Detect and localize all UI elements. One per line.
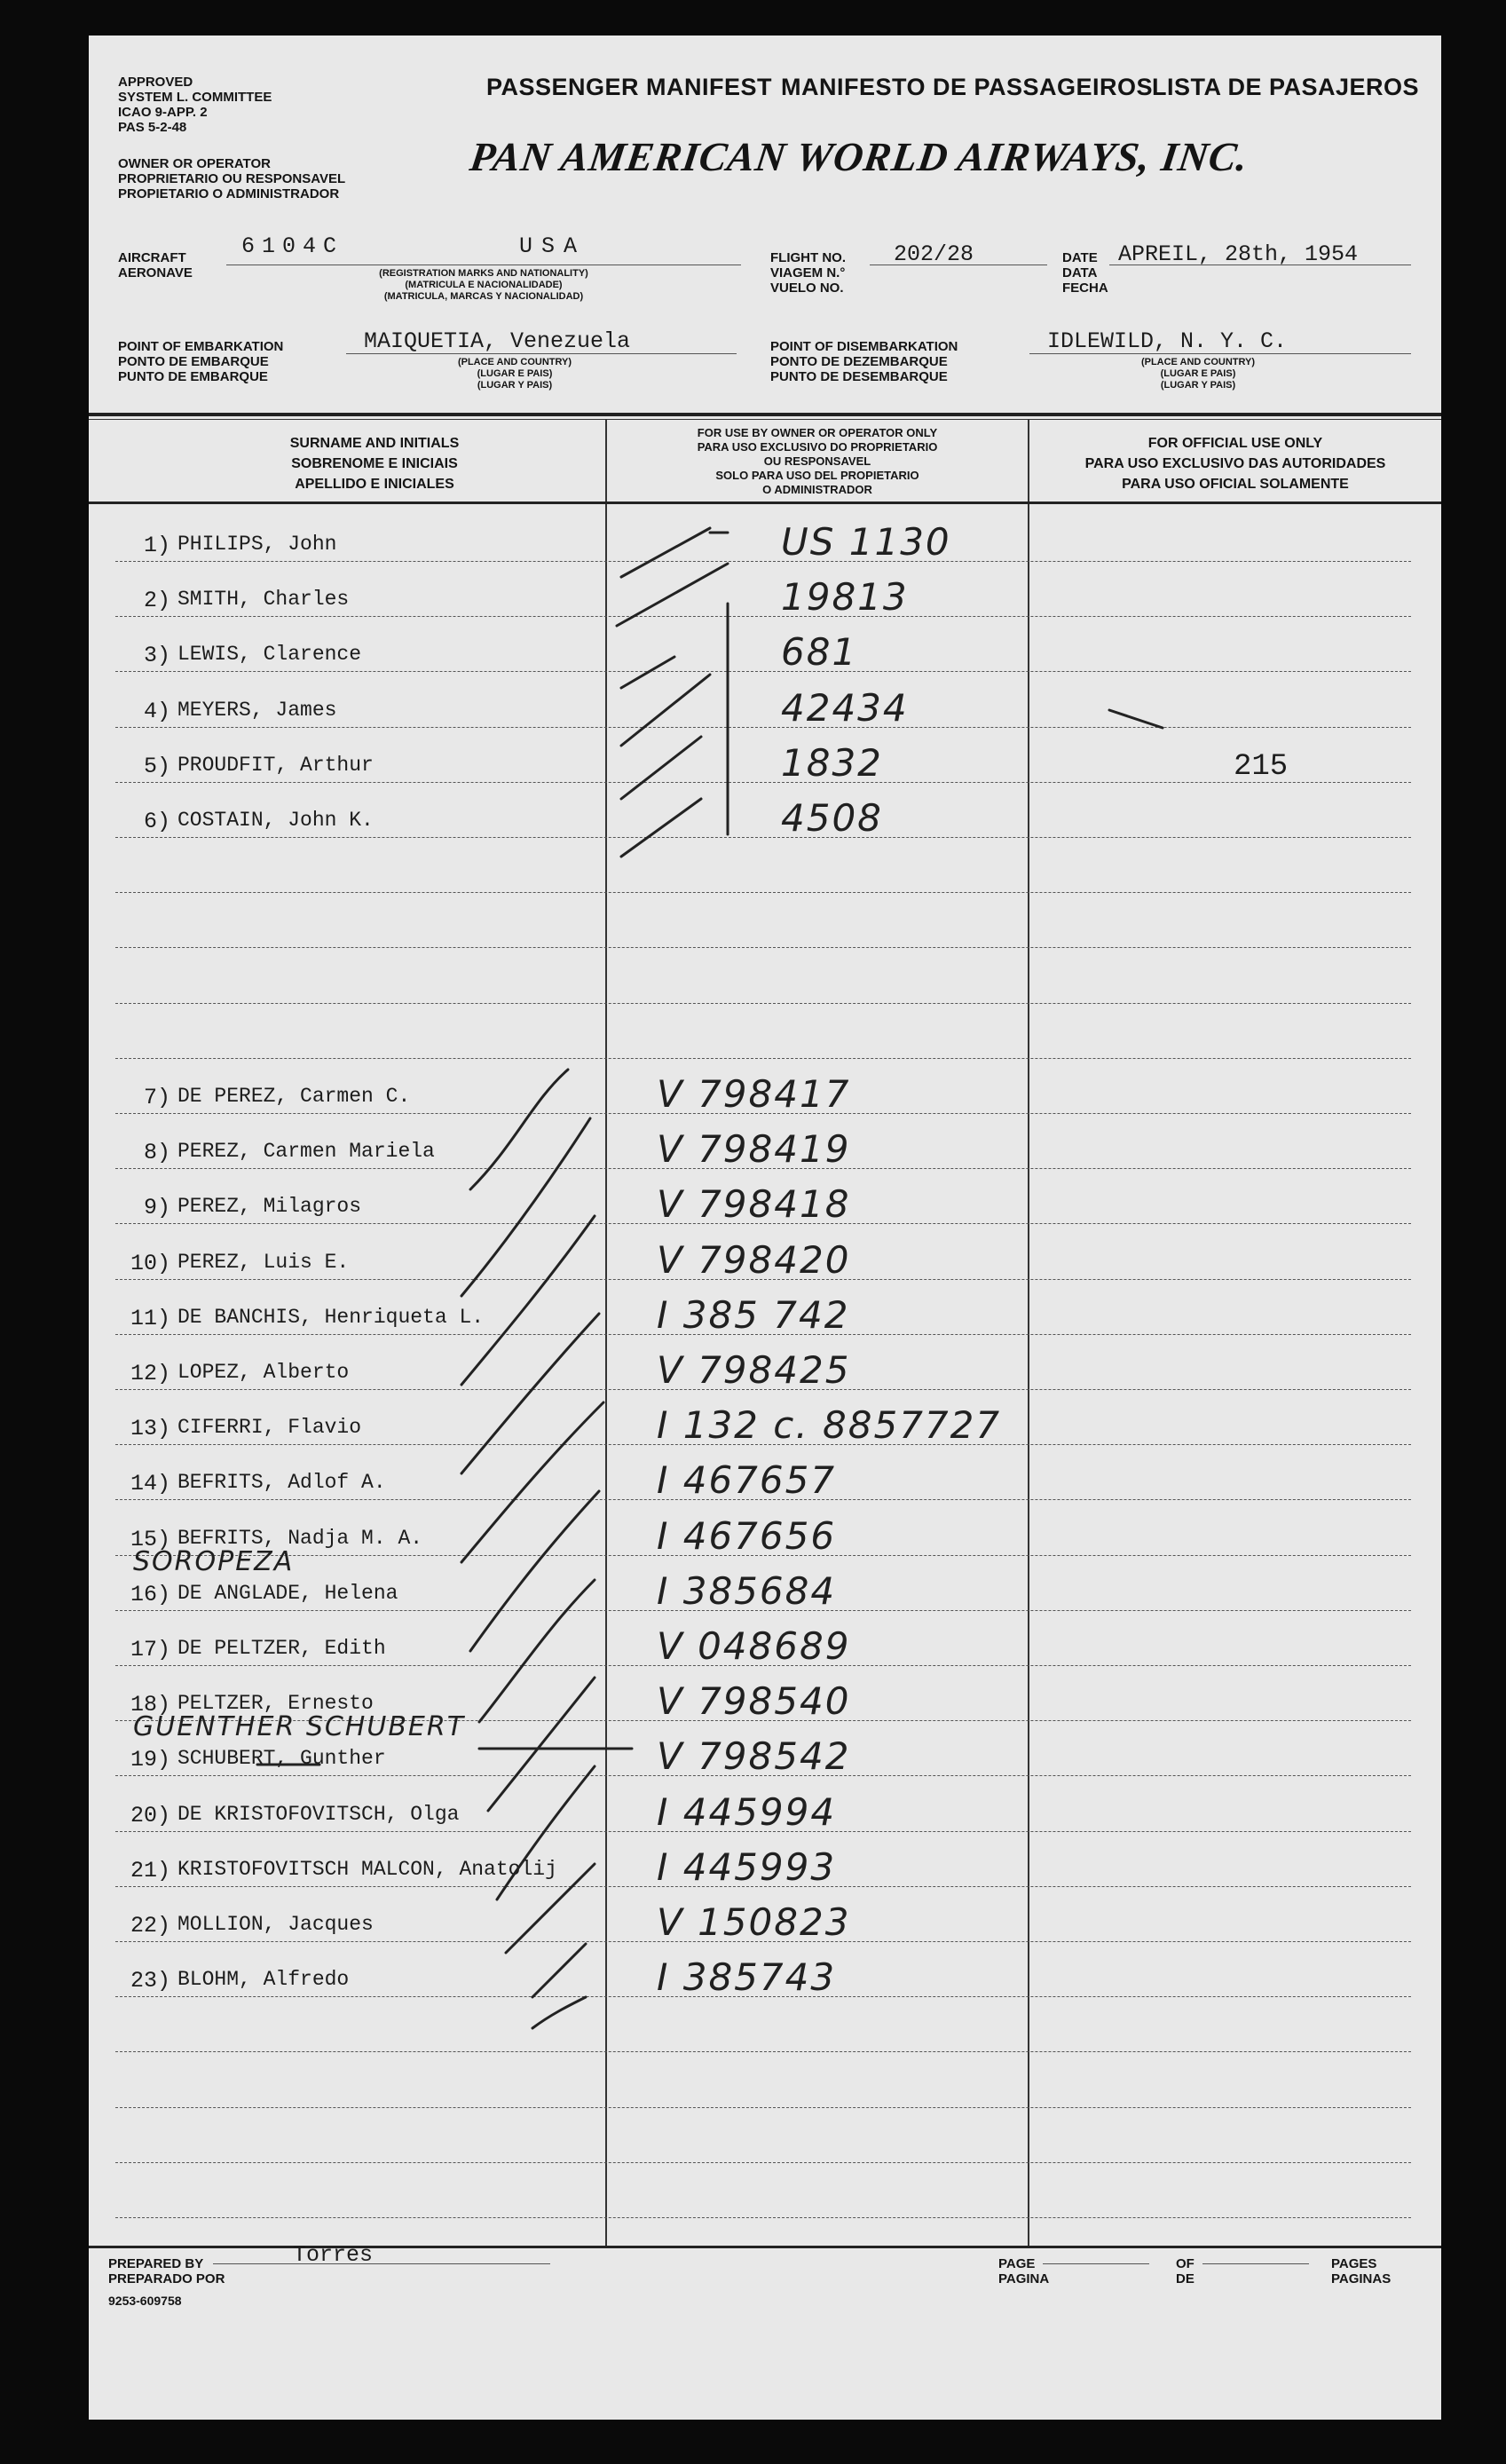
passenger-reference: V 798542: [657, 1734, 851, 1778]
passenger-number: 18): [130, 1692, 170, 1718]
caption-line: (LUGAR Y PAIS): [1160, 380, 1236, 391]
passenger-number: 20): [130, 1803, 170, 1828]
caption-line: (LUGAR E PAIS): [1160, 368, 1236, 379]
disembark-value: IDLEWILD, N. Y. C.: [1047, 328, 1288, 354]
passenger-number: 19): [130, 1747, 170, 1773]
of-label: [1176, 2256, 1195, 2286]
label-line: PREPARADO POR: [108, 2271, 225, 2286]
passenger-number: 8): [143, 1140, 170, 1165]
label-line: PONTO DE DEZEMBARQUE: [770, 354, 948, 369]
header-line: SOLO PARA USO DEL PROPIETARIO: [715, 469, 919, 482]
passenger-name: PHILIPS, John: [177, 533, 337, 556]
passenger-name: COSTAIN, John K.: [177, 809, 374, 832]
owner-label-line: PROPRIETARIO OU RESPONSAVEL: [118, 171, 346, 186]
label-line: DATA: [1062, 265, 1098, 280]
embark-value: MAIQUETIA, Venezuela: [364, 328, 631, 354]
passenger-number: 9): [143, 1195, 170, 1220]
passenger-name: CIFERRI, Flavio: [177, 1416, 362, 1439]
passenger-reference: V 798420: [657, 1238, 851, 1282]
header-line: PARA USO EXCLUSIVO DO PROPRIETARIO: [697, 440, 938, 454]
aircraft-value: 6104C: [241, 233, 344, 259]
prepared-label: [108, 2256, 225, 2286]
form-number: 9253-609758: [108, 2294, 182, 2308]
label-line: PAGE: [998, 2256, 1036, 2271]
nationality-value: USA: [519, 233, 587, 259]
passenger-reference: 681: [781, 630, 858, 674]
passenger-name: PEREZ, Milagros: [177, 1195, 362, 1218]
passenger-number: 14): [130, 1471, 170, 1497]
passenger-name: BEFRITS, Nadja M. A.: [177, 1527, 423, 1550]
passenger-name: DE PEREZ, Carmen C.: [177, 1085, 411, 1108]
approval-line: SYSTEM L. COMMITTEE: [118, 90, 272, 105]
label-line: PUNTO DE DESEMBARQUE: [770, 369, 948, 384]
passenger-reference: I 445994: [657, 1790, 837, 1834]
approval-line: APPROVED: [118, 75, 193, 90]
label-line: AERONAVE: [118, 265, 193, 280]
header-line: APELLIDO E INICIALES: [295, 477, 454, 492]
label-line: FECHA: [1062, 280, 1108, 296]
passenger-name: MEYERS, James: [177, 699, 337, 722]
label-line: DATE: [1062, 250, 1098, 265]
page-label: [998, 2256, 1049, 2286]
passenger-number: 10): [130, 1251, 170, 1276]
date-value: APREIL, 28th, 1954: [1118, 241, 1359, 267]
passenger-reference: 1832: [781, 741, 883, 785]
passenger-number: 17): [130, 1637, 170, 1662]
passenger-number: 13): [130, 1416, 170, 1441]
handwritten-annotation: GUENTHER SCHUBERT: [133, 1711, 466, 1742]
owner-label-line: OWNER OR OPERATOR: [118, 156, 271, 171]
header-line: OU RESPONSAVEL: [763, 454, 871, 468]
passenger-name: LEWIS, Clarence: [177, 643, 362, 666]
passenger-number: 21): [130, 1858, 170, 1884]
header-line: O ADMINISTRADOR: [762, 483, 872, 496]
passenger-number: 11): [130, 1306, 170, 1331]
passenger-reference: 4508: [781, 796, 883, 840]
passenger-number: 16): [130, 1582, 170, 1607]
pages-label: [1331, 2256, 1391, 2286]
flight-value: 202/28: [894, 241, 974, 267]
passenger-name: MOLLION, Jacques: [177, 1913, 374, 1936]
passenger-number: 1): [143, 533, 170, 558]
passenger-number: 7): [143, 1085, 170, 1110]
passenger-name: KRISTOFOVITSCH MALCON, Anatolij: [177, 1858, 557, 1881]
passenger-number: 6): [143, 809, 170, 834]
airline-name: PAN AMERICAN WORLD AIRWAYS, INC.: [467, 134, 1252, 179]
passenger-reference: 19813: [781, 575, 909, 619]
passenger-reference: I 467657: [657, 1458, 837, 1502]
caption-line: (MATRICULA, MARCAS Y NACIONALIDAD): [383, 291, 584, 302]
passenger-reference: V 150823: [657, 1900, 851, 1944]
passenger-name: DE PELTZER, Edith: [177, 1637, 386, 1660]
handwritten-checkmarks: [89, 36, 1441, 2420]
title-portuguese: MANIFESTO DE PASSAGEIROS: [781, 74, 1154, 100]
caption-line: (MATRICULA E NACIONALIDADE): [405, 280, 563, 290]
header-line: PARA USO OFICIAL SOLAMENTE: [1122, 477, 1349, 492]
passenger-number: 23): [130, 1968, 170, 1994]
title-english: PASSENGER MANIFEST: [486, 74, 773, 100]
passenger-reference: I 467656: [657, 1514, 837, 1558]
caption-line: (LUGAR E PAIS): [477, 368, 553, 379]
passenger-number: 12): [130, 1361, 170, 1386]
passenger-reference: I 385743: [657, 1955, 837, 1999]
passenger-reference: 42434: [781, 686, 909, 730]
passenger-name: PEREZ, Carmen Mariela: [177, 1140, 435, 1163]
passenger-name: PELTZER, Ernesto: [177, 1692, 374, 1715]
label-line: POINT OF EMBARKATION: [118, 339, 284, 354]
passenger-name: DE KRISTOFOVITSCH, Olga: [177, 1803, 460, 1826]
passenger-reference: I 385684: [657, 1569, 837, 1613]
passenger-reference: V 048689: [657, 1624, 851, 1668]
label-line: PAGES: [1331, 2256, 1377, 2271]
passenger-number: 5): [143, 754, 170, 779]
passenger-number: 4): [143, 699, 170, 724]
label-line: PAGINAS: [1331, 2271, 1392, 2286]
passenger-reference: V 798419: [657, 1127, 851, 1171]
passenger-name: BEFRITS, Adlof A.: [177, 1471, 386, 1494]
passenger-reference: V 798425: [657, 1348, 851, 1392]
header-line: SURNAME AND INITIALS: [289, 436, 460, 451]
passenger-number: 15): [130, 1527, 170, 1552]
approval-line: PAS 5-2-48: [118, 120, 187, 135]
handwritten-annotation: SOROPEZA: [133, 1546, 295, 1577]
passenger-number: 2): [143, 588, 170, 613]
prepared-value: Torres: [293, 2242, 374, 2268]
passenger-reference: V 798540: [657, 1679, 851, 1723]
header-line: FOR OFFICIAL USE ONLY: [1147, 436, 1323, 451]
caption-line: (PLACE AND COUNTRY): [457, 357, 572, 367]
passenger-name: SCHUBERT, Gunther: [177, 1747, 386, 1770]
owner-label-line: PROPIETARIO O ADMINISTRADOR: [118, 186, 340, 201]
label-line: PONTO DE EMBARQUE: [118, 354, 269, 369]
approval-line: ICAO 9-APP. 2: [118, 105, 208, 120]
label-line: OF: [1176, 2256, 1195, 2271]
label-line: AIRCRAFT: [118, 250, 186, 265]
label-line: VIAGEM N.°: [770, 265, 846, 280]
label-line: VUELO NO.: [770, 280, 844, 296]
passenger-reference: I 132 c. 8857727: [657, 1403, 1002, 1447]
passenger-number: 22): [130, 1913, 170, 1939]
label-line: PREPARED BY: [108, 2256, 204, 2271]
title-spanish: LISTA DE PASAJEROS: [1152, 74, 1420, 100]
label-line: PUNTO DE EMBARQUE: [118, 369, 268, 384]
label-line: DE: [1176, 2271, 1195, 2286]
passenger-name: LOPEZ, Alberto: [177, 1361, 350, 1384]
passenger-name: PEREZ, Luis E.: [177, 1251, 350, 1274]
label-line: POINT OF DISEMBARKATION: [770, 339, 958, 354]
caption-line: (LUGAR Y PAIS): [477, 380, 553, 391]
passenger-reference: V 798418: [657, 1182, 851, 1226]
official-use-value: 215: [1234, 750, 1289, 784]
header-line: PARA USO EXCLUSIVO DAS AUTORIDADES: [1084, 456, 1386, 471]
passenger-reference: I 385 742: [657, 1293, 850, 1337]
caption-line: (REGISTRATION MARKS AND NATIONALITY): [379, 268, 588, 279]
passenger-name: PROUDFIT, Arthur: [177, 754, 374, 777]
passenger-name: SMITH, Charles: [177, 588, 350, 611]
caption-line: (PLACE AND COUNTRY): [1140, 357, 1256, 367]
passenger-name: DE BANCHIS, Henriqueta L.: [177, 1306, 485, 1329]
manifest-sheet: [89, 36, 1441, 2420]
passenger-name: DE ANGLADE, Helena: [177, 1582, 398, 1605]
header-line: SOBRENOME E INICIAIS: [291, 456, 458, 471]
passenger-reference: V 798417: [657, 1072, 851, 1116]
label-line: FLIGHT NO.: [770, 250, 846, 265]
passenger-reference: I 445993: [657, 1845, 837, 1889]
label-line: PAGINA: [998, 2271, 1050, 2286]
passenger-reference: US 1130: [781, 520, 951, 564]
header-line: FOR USE BY OWNER OR OPERATOR ONLY: [697, 426, 938, 439]
passenger-name: BLOHM, Alfredo: [177, 1968, 350, 1991]
passenger-number: 3): [143, 643, 170, 668]
